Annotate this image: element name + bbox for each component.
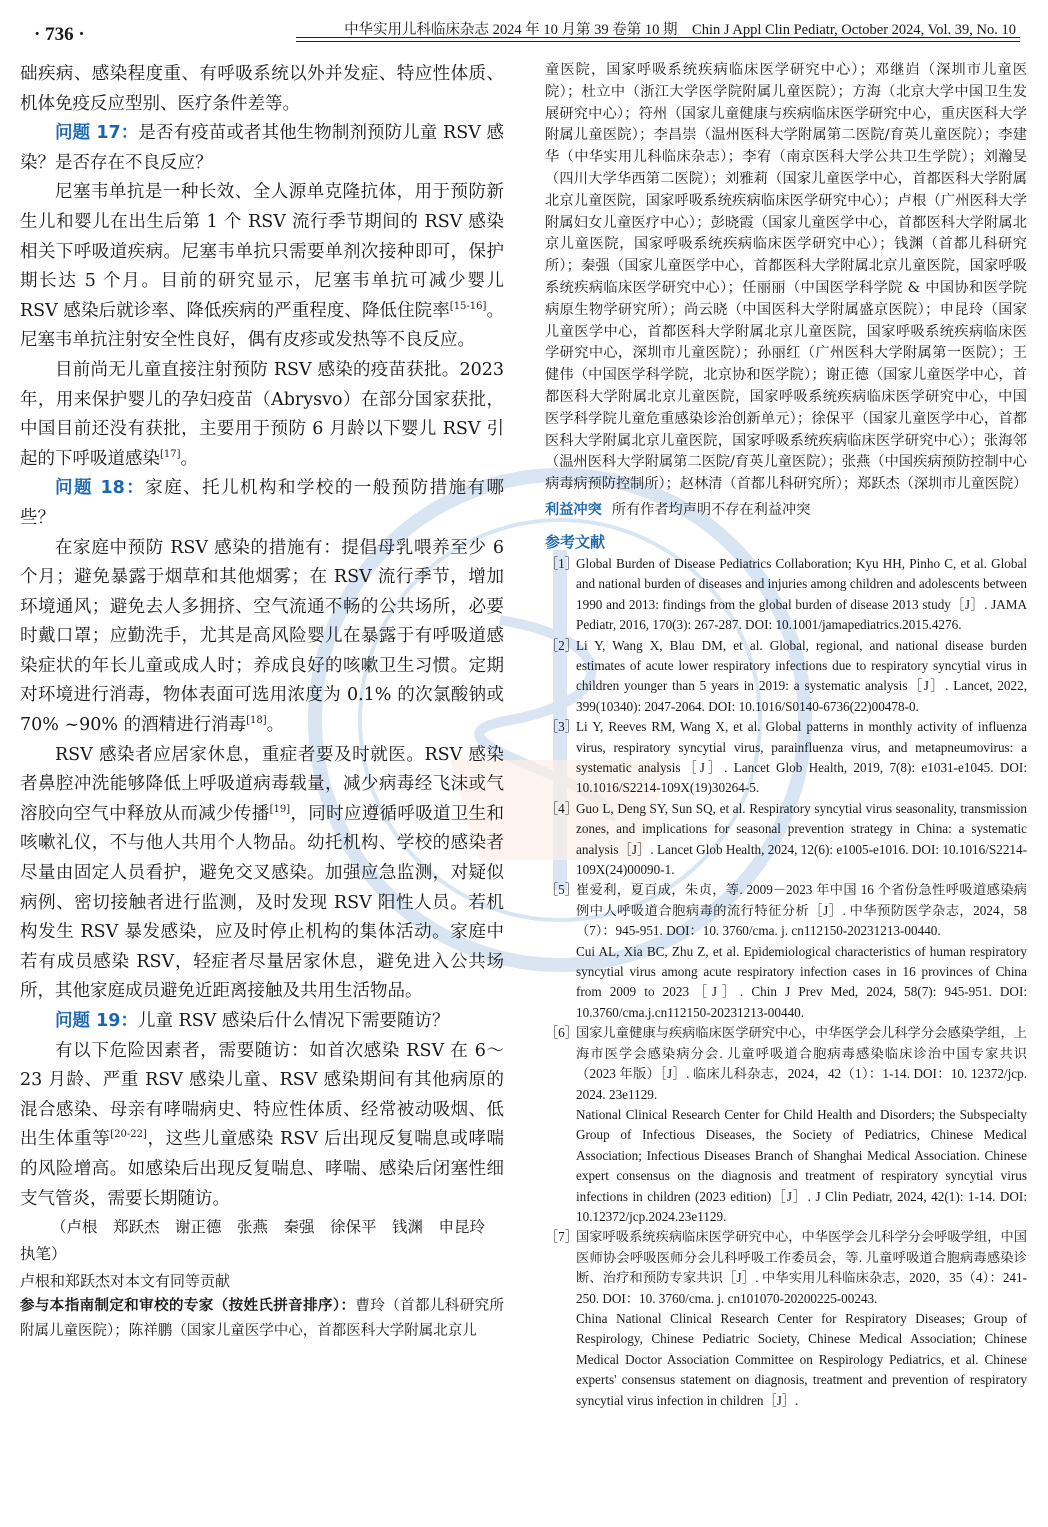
paragraph-infected-care-text: RSV 感染者应居家休息，重症者要及时就医。RSV 感染者鼻腔冲洗能够降低上呼吸道病毒载量，减少病毒经飞沫或气溶胶向空气中释放从而减少传播 (20, 744, 504, 824)
paragraph-home-prevention-text: 在家庭中预防 RSV 感染的措施有：提倡母乳喂养至少 6 个月；避免暴露于烟草和其他烟雾；在 RSV 流行季节，增加环境通风；避免去人多拥挤、空气流通不畅的公共场所，必要时戴口罩；应勤洗手，尤其是高风险婴儿在暴露于有呼吸道感染症状的年长儿童或成人时；养成良好的咳嗽卫生习惯。定期对环境进行消毒，物体表面可选用浓度为 0.1% 的次氯酸钠或 70% ~90% 的酒精进行消毒 (20, 537, 504, 736)
reference-item (545, 880, 1027, 1023)
reference-number: ［7］ (545, 1229, 578, 1245)
paragraph-nirsevimab-text: 尼塞韦单抗是一种长效、全人源单克隆抗体，用于预防新生儿和婴儿在出生后第 1 个 RSV 流行季节期间的 RSV 感染相关下呼吸道疾病。尼塞韦单抗只需要单剂次接种即可，保护期长达 5 个月。目前的研究显示，尼塞韦单抗可减少婴儿 RSV 感染后就诊率、降低疾病的严重程度、降低住院率 (20, 182, 504, 321)
paragraph-follow-up (20, 1037, 504, 1215)
header-rule (296, 37, 1020, 38)
question-19 (20, 1007, 504, 1037)
equal-contribution-note: 卢根和郑跃杰对本文有同等贡献 (20, 1272, 231, 1291)
reference-list (545, 554, 1027, 1411)
citation-15-16: [15-16] (449, 300, 487, 312)
reference-english-translation: National Clinical Research Center for Child Health and Disorders; the Subspecialty Group of Infectious Diseases, the Society of Pediatrics, Chinese Medical Association; Infectious Diseases Branch of Shanghai Medical Association. Chinese expert consensus on the diagnosis and treatment of respiratory syncytial virus infections in children (2023 edition)［J］. J Clin Pediatr, 2024, 42(1): 1-14. DOI: 10.12372/jcp.2024.23e1129. (576, 1106, 1027, 1224)
journal-citation: 中华实用儿科临床杂志 2024 年 10 月第 39 卷第 10 期 Chin J Appl Clin Pediatr, October 2024, Vol. 39, No. 10 (344, 22, 1016, 38)
question-19-label: 问题 19： (55, 1011, 138, 1031)
reference-number: ［6］ (545, 1025, 578, 1041)
paragraph-infected-care (20, 741, 504, 1007)
experts-list-text: 曹玲（首都儿科研究所附属儿童医院）；陈祥鹏（国家儿童医学中心，首都医科大学附属北京儿 (20, 1298, 505, 1340)
left-column (20, 60, 504, 1344)
reference-item (545, 1023, 1027, 1227)
reference-english-translation: China National Clinical Research Center for Respiratory Diseases; Group of Respirology, Chinese Pediatric Society, Chinese Medical Association; Chinese Medical Doctor Association Committee on Respirology Pediatrics, et al. Chinese experts' consensus statement on diagnosis, treatment and prevention of respiratory syncytial virus infection in children［J］. (576, 1310, 1027, 1408)
experts-list-title: 参与本指南制定和审校的专家（按姓氏拼音排序）： (20, 1298, 356, 1315)
reference-text: 国家呼吸系统疾病临床医学研究中心，中华医学会儿科学分会呼吸学组，中国医师协会呼吸医师分会儿科呼吸工作委员会，等. 儿童呼吸道合胞病毒感染诊断、治疗和预防专家共识［J］. 中华实用儿科临床杂志，2020，35（4）：241-250. DOI：10. 3760/cma. j. cn101070-20200225-00243. (576, 1229, 1027, 1306)
reference-text: Global Burden of Disease Pediatrics Collaboration; Kyu HH, Pinho C, et al. Global and national burden of diseases and injuries among children and adolescents between 1990 and 2013: findings from the global burden of disease 2013 study［J］. JAMA Pediatr, 2016, 170(3): 267-287. DOI: 10.1001/jamapediatrics.2015.4276. (576, 555, 1027, 633)
reference-number: ［4］ (545, 800, 578, 816)
question-18 (20, 474, 504, 533)
reference-item (545, 799, 1027, 881)
paragraph-vaccine-text-end: 。 (180, 448, 199, 469)
paragraph-home-prevention (20, 534, 504, 741)
reference-item (545, 717, 1027, 799)
right-column (545, 60, 1027, 1411)
page-header (20, 16, 1030, 46)
reference-text: 崔爱利，夏百成，朱贞，等. 2009－2023 年中国 16 个省份急性呼吸道感染病例中人呼吸道合胞病毒的流行特征分析［J］. 中华预防医学杂志，2024，58（7）：945-951. DOI：10. 3760/cma. j. cn112150-20231213-00440. (576, 882, 1027, 939)
question-17 (20, 119, 504, 178)
conflict-of-interest-label: 利益冲突 (545, 501, 602, 518)
paragraph-vaccine-text: 目前尚无儿童直接注射预防 RSV 感染的疫苗获批。2023 年，用来保护婴儿的孕妇疫苗（Abrysvo）在部分国家获批，中国目前还没有获批，主要用于预防 6 月龄以下婴儿 RSV 引起的下呼吸道感染 (20, 359, 504, 469)
paragraph-risk-factors-end: 础疾病、感染程度重、有呼吸系统以外并发症、特应性体质、机体免疫反应型别、医疗条件差等。 (20, 64, 504, 114)
reference-text: Guo L, Deng SY, Sun SQ, et al. Respiratory syncytial virus seasonality, transmission zones, and implications for seasonal prevention strategy in China: a systematic analysis［J］. Lancet Glob Health, 2024, 12(6): e1005-e1016. DOI: 10.1016/S2214-109X(24)00090-1. (576, 800, 1027, 878)
paragraph-home-prevention-text-end: 。 (266, 715, 285, 736)
reference-number: ［3］ (545, 719, 578, 735)
reference-text: Li Y, Reeves RM, Wang X, et al. Global patterns in monthly activity of influenza virus, respiratory syncytial virus, parainfluenza virus, and metapneumovirus: a systematic analysis［J］. Lancet Glob Health, 2019, 7(8): e1031-e1045. DOI: 10.1016/S2214-109X(19)30264-5. (576, 719, 1027, 796)
paragraph-follow-up-text-end: ，这些儿童感染 RSV 后出现反复喘息或哮喘的风险增高。如感染后出现反复喘息、哮喘、感染后闭塞性细支气管炎，需要长期随访。 (20, 1129, 504, 1209)
paragraph-nirsevimab (20, 178, 504, 356)
reference-item (545, 1227, 1027, 1411)
citation-18: [18] (246, 715, 267, 727)
writing-authors: （卢根 郑跃杰 谢正德 张燕 秦强 徐保平 钱渊 申昆玲 执笔） (20, 1218, 501, 1264)
experts-list-start (20, 1294, 504, 1344)
reference-number: ［5］ (545, 882, 578, 898)
reference-item (545, 554, 1027, 636)
question-17-label: 问题 17： (55, 123, 139, 144)
question-17-text: 是否有疫苗或者其他生物制剂预防儿童 RSV 感染？是否存在不良反应？ (20, 123, 504, 173)
citation-19: [19] (269, 804, 291, 816)
citation-20-22: [20-22] (110, 1129, 147, 1141)
question-18-label: 问题 18： (55, 478, 146, 499)
reference-number: ［1］ (545, 555, 578, 571)
reference-item (545, 636, 1027, 718)
references-heading: 参考文献 (545, 532, 606, 551)
question-19-text: 儿童 RSV 感染后什么情况下需要随访？ (137, 1011, 450, 1031)
reference-english-translation: Cui AL, Xia BC, Zhu Z, et al. Epidemiological characteristics of human respiratory syncytial virus among acute respiratory infection cases in 16 provinces of China from 2009 to 2023［J］. Chin J Prev Med, 2024, 58(7): 945-951. DOI: 10.3760/cma.j.cn112150-20231213-00440. (576, 943, 1027, 1020)
paragraph-follow-up-text: 有以下危险因素者，需要随访：如首次感染 RSV 在 6～23 月龄、严重 RSV 感染儿童、RSV 感染期间有其他病原的混合感染、母亲有哮喘病史、特应性体质、经常被动吸烟、低出生体重等 (20, 1040, 504, 1150)
reference-text: 国家儿童健康与疾病临床医学研究中心，中华医学会儿科学分会感染学组，上海市医学会感染病分会. 儿童呼吸道合胞病毒感染临床诊治中国专家共识（2023 年版）［J］. 临床儿科杂志，2024，42（1）：1-14. DOI：10. 12372/jcp. 2024. 23e1129. (576, 1025, 1027, 1102)
header-rule-thin (296, 41, 1020, 42)
conflict-of-interest-text: 所有作者均声明不存在利益冲突 (611, 501, 811, 518)
reference-number: ［2］ (545, 637, 578, 653)
paragraph-vaccine (20, 356, 504, 474)
citation-17: [17] (160, 448, 181, 460)
experts-list-continued: 童医院，国家呼吸系统疾病临床医学研究中心）；邓继岿（深圳市儿童医院）；杜立中（浙江大学医学院附属儿童医院）；方海（北京大学中国卫生发展研究中心）；符州（国家儿童健康与疾病临床医学研究中心，重庆医科大学附属儿童医院）；李昌崇（温州医科大学附属第二医院/育英儿童医院）；李建华（中华实用儿科临床杂志）；李宥（南京医科大学公共卫生学院）；刘瀚旻（四川大学华西第二医院）；刘雅莉（国家儿童医学中心，首都医科大学附属北京儿童医院，国家呼吸系统疾病临床医学研究中心）；卢根（广州医科大学附属妇女儿童医疗中心）；彭晓霞（国家儿童医学中心，首都医科大学附属北京儿童医院，国家呼吸系统疾病临床医学研究中心）；钱渊（首都儿科研究所）；秦强（国家儿童医学中心，首都医科大学附属北京儿童医院，国家呼吸系统疾病临床医学研究中心）；任丽丽（中国医学科学院 & 中国协和医学院病原生物学研究所）；尚云晓（中国医科大学附属盛京医院）；申昆玲（国家儿童医学中心，首都医科大学附属北京儿童医院，国家呼吸系统疾病临床医学研究中心，深圳市儿童医院）；孙丽红（广州医科大学附属第一医院）；王健伟（中国医学科学院，北京协和医学院）；谢正德（国家儿童医学中心，首都医科大学附属北京儿童医院，国家呼吸系统疾病临床医学研究中心，中国医学科学院儿童危重感染诊治创新单元）；徐保平（国家儿童医学中心，首都医科大学附属北京儿童医院，国家呼吸系统疾病临床医学研究中心）；张海邻（温州医科大学附属第二医院/育英儿童医院）；张燕（中国疾病预防控制中心病毒病预防控制所）；赵林清（首都儿科研究所）；郑跃杰（深圳市儿童医院） (545, 62, 1028, 493)
reference-text: Li Y, Wang X, Blau DM, et al. Global, regional, and national disease burden estimates of acute lower respiratory infections due to respiratory syncytial virus in children younger than 5 years in 2019: a systematic analysis［J］. Lancet, 2022, 399(10340): 2047-2064. DOI: 10.1016/S0140-6736(22)00478-0. (576, 637, 1027, 714)
page-number: · 736 · (34, 24, 85, 45)
paragraph-nirsevimab-text-end: 。尼塞韦单抗注射安全性良好，偶有皮疹或发热等不良反应。 (20, 300, 504, 351)
question-18-text: 家庭、托儿机构和学校的一般预防措施有哪些？ (20, 478, 505, 528)
paragraph-infected-care-text-end: ，同时应遵循呼吸道卫生和咳嗽礼仪，不与他人共用个人物品。幼托机构、学校的感染者尽量由固定人员看护，避免交叉感染。加强应急监测，对疑似病例、密切接触者进行监测，及时发现 RSV 阳性人员。若机构发生 RSV 暴发感染，应及时停止机构的集体活动。家庭中若有成员感染 RSV，轻症者尽量居家休息，避免进入公共场所，其他家庭成员避免近距离接触及共用生活物品。 (20, 803, 505, 1002)
conflict-of-interest (545, 498, 1027, 522)
